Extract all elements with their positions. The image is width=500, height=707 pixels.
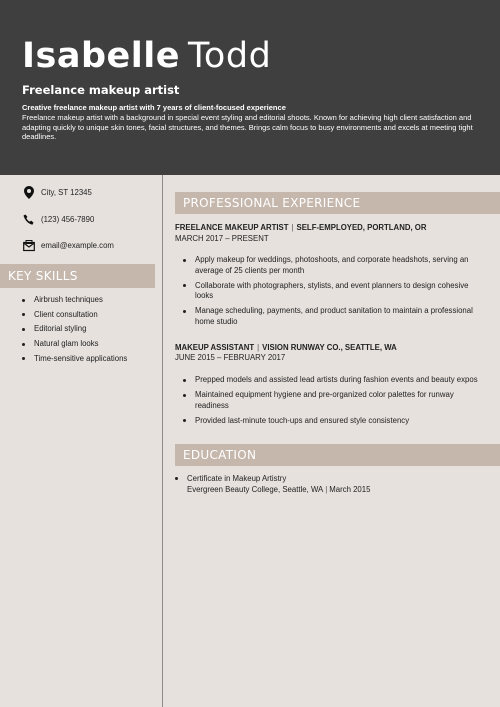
skill-item: Editorial styling <box>22 323 127 338</box>
job-2-bullet: Maintained equipment hygiene and pre-organized color palettes for runway readiness <box>183 390 483 411</box>
job-2-bullet: Provided last-minute touch-ups and ensured style consistency <box>183 416 483 427</box>
first-name: Isabelle <box>22 36 180 76</box>
summary-heading: Creative freelance makeup artist with 7 years of client-focused experience <box>22 103 286 112</box>
contact-phone <box>22 213 94 226</box>
job-2-dates: JUNE 2015 – FEBRUARY 2017 <box>175 353 286 362</box>
job-1-bullet: Collaborate with photographers, stylists, and event planners to design cohesive looks <box>183 281 483 302</box>
job-1-dates: MARCH 2017 – PRESENT <box>175 234 269 243</box>
education-separator: | <box>325 485 328 494</box>
job-2-bullets <box>183 375 483 431</box>
skills-list <box>22 294 127 367</box>
education-date: March 2015 <box>329 485 371 494</box>
job-2-title: MAKEUP ASSISTANT <box>175 343 255 352</box>
email-text[interactable]: email@example.com <box>41 241 114 250</box>
education-heading: EDUCATION <box>175 444 500 466</box>
education-school: Evergreen Beauty College, Seattle, WA <box>187 485 324 494</box>
job-2-employer: VISION RUNWAY CO., SEATTLE, WA <box>262 343 397 352</box>
contact-location <box>22 186 92 199</box>
job-1-title: FREELANCE MAKEUP ARTIST <box>175 223 289 232</box>
education-certificate: Certificate in Makeup Artistry <box>175 473 370 484</box>
role-separator: | <box>291 223 294 232</box>
phone-icon <box>22 213 35 226</box>
experience-heading: PROFESSIONAL EXPERIENCE <box>175 192 500 214</box>
role-separator: | <box>257 343 260 352</box>
job-1-bullet: Manage scheduling, payments, and product sanitation to maintain a professional home studio <box>183 306 483 327</box>
education-details <box>175 484 370 495</box>
summary-body: Freelance makeup artist with a background in special event styling and editorial shoots. Known for achieving high client satisfaction and adapting quickly to unique skin tones, facial structures, and themes. Brings calm focus to busy environments and excels at meeting tight deadlines. <box>22 113 473 141</box>
job-title: Freelance makeup artist <box>22 83 180 97</box>
column-divider <box>162 175 163 707</box>
last-name: Todd <box>188 36 272 76</box>
envelope-icon <box>22 239 35 252</box>
skill-item: Airbrush techniques <box>22 294 127 309</box>
location-text: City, ST 12345 <box>41 188 92 197</box>
job-1-bullets <box>183 255 483 332</box>
job-1-role <box>175 223 426 232</box>
skill-item: Natural glam looks <box>22 338 127 353</box>
skill-item: Client consultation <box>22 309 127 324</box>
resume-header <box>0 0 500 175</box>
job-1-employer: SELF-EMPLOYED, PORTLAND, OR <box>296 223 427 232</box>
education-entry <box>175 473 370 495</box>
key-skills-heading: KEY SKILLS <box>0 264 155 288</box>
map-pin-icon <box>22 186 35 199</box>
job-2-role <box>175 343 397 352</box>
phone-text: (123) 456-7890 <box>41 215 95 224</box>
contact-email[interactable] <box>22 239 114 252</box>
candidate-name <box>22 36 271 76</box>
job-2-bullet: Prepped models and assisted lead artists during fashion events and beauty expos <box>183 375 483 386</box>
skill-item: Time-sensitive applications <box>22 353 127 368</box>
job-1-bullet: Apply makeup for weddings, photoshoots, and corporate headshots, serving an average of 25 clients per month <box>183 255 483 276</box>
